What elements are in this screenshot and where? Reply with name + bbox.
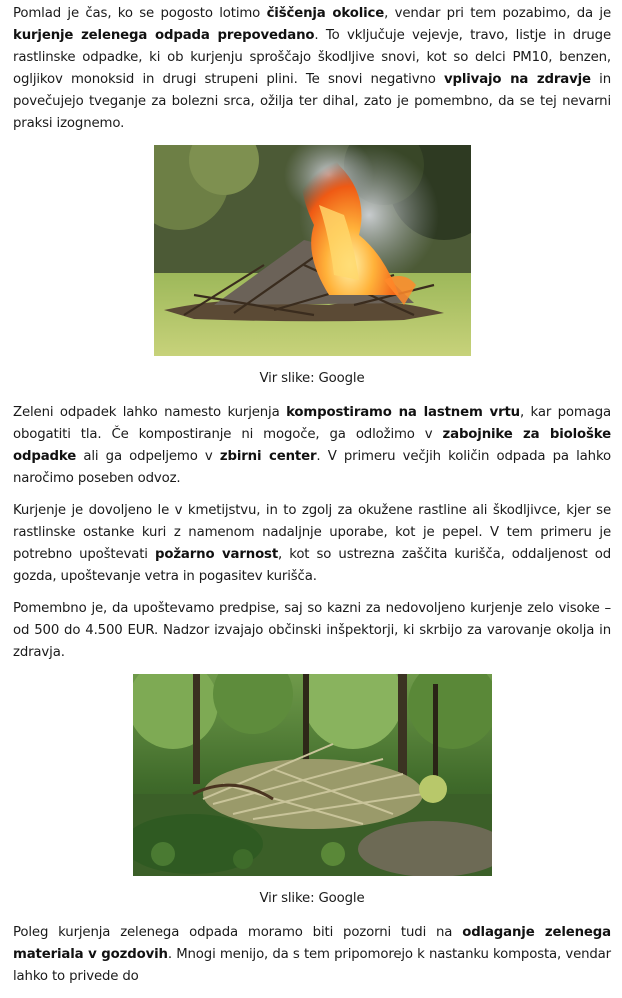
image-caption: Vir slike: Google [259, 371, 365, 386]
text-run: Poleg kurjenja zelenega odpada moramo biti pozorni tudi na [13, 925, 463, 940]
text-run: Kurjenje je dovoljeno le v kmetijstvu, in to zgolj za okužene rastline ali škodljivce, kjer se rastlinske ostanke kuri z namenom nadaljnje uporabe, kot je pepel. V tem primeru je potrebno upoštevati [13, 503, 611, 562]
text-run: , kot so ustrezna zaščita kurišča, oddaljenost od gozda, upoštevanje vetra in pogasitev kurišča. [13, 547, 611, 584]
bold-text: kompostiramo na lastnem vrtu [286, 405, 521, 420]
paragraph-agriculture [13, 500, 611, 588]
paragraph-forest-dumping [13, 922, 611, 988]
text-run: , kar pomaga obogatiti tla. Če kompostiranje ni mogoče, ga odložimo v [13, 405, 612, 442]
text-run: in povečujejo tveganje za bolezni srca, ožilja ter dihal, zato je pomembno, da se tej nevarni praksi izognemo. [13, 72, 611, 131]
text-run: Zeleni odpadek lahko namesto kurjenja [13, 405, 287, 420]
image-caption: Vir slike: Google [259, 891, 365, 906]
paragraph-intro [13, 3, 611, 135]
paragraph-compost [13, 402, 611, 490]
text-run: ali ga odpeljemo v [76, 449, 220, 464]
burning-pile-photo [154, 145, 471, 356]
text-run: . V primeru večjih količin odpada pa lahko naročimo poseben odvoz. [13, 449, 612, 486]
figure-forest [13, 674, 611, 876]
bold-text: zbirni center [219, 449, 317, 464]
paragraph-penalties [13, 598, 611, 664]
bold-text: odlaganje zelenega materiala v gozdovih [13, 925, 611, 962]
text-run: , vendar pri tem pozabimo, da je [384, 6, 611, 21]
text-run: Pomlad je čas, ko se pogosto lotimo [13, 6, 267, 21]
bold-text: vplivajo na zdravje [443, 72, 591, 87]
text-run: . Mnogi menijo, da s tem pripomorejo k nastanku komposta, vendar lahko to privede do [13, 947, 611, 984]
bold-text: čiščenja okolice [266, 6, 385, 21]
text-run: . To vključuje vejevje, travo, listje in druge rastlinske odpadke, ki ob kurjenju sproščajo škodljive snovi, kot so delci PM10, benzen, ogljikov monoksid in drugi strupeni plini. Te snovi negativno [13, 28, 611, 87]
forest-dumped-branches-photo [133, 674, 492, 876]
bold-text: kurjenje zelenega odpada prepovedano [13, 28, 315, 43]
bold-text: požarno varnost [154, 547, 279, 562]
bold-text: zabojnike za biološke odpadke [13, 427, 611, 464]
text-run: Pomembno je, da upoštevamo predpise, saj so kazni za nedovoljeno kurjenje zelo visoke – od 500 do 4.500 EUR. Nadzor izvajajo občinski inšpektorji, ki skrbijo za varovanje okolja in zdravja. [13, 601, 611, 660]
article-body [13, 3, 611, 998]
figure-fire [13, 145, 611, 356]
